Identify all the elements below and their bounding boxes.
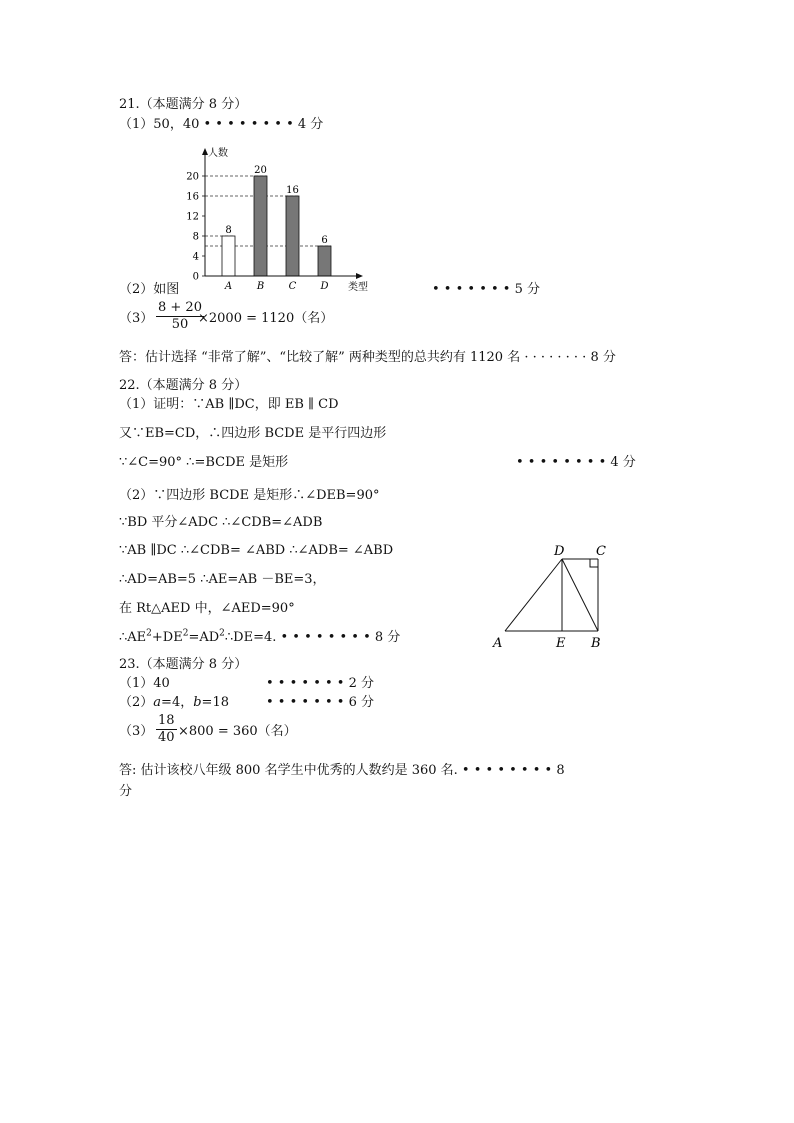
x-axis-title: 类型 xyxy=(348,282,368,291)
q21-part1: （1）50，40 • • • • • • • • 4 分 xyxy=(119,117,324,132)
trapezoid-figure xyxy=(488,540,628,650)
q23-part2 xyxy=(119,695,229,711)
q22-line9-de: +DE xyxy=(151,630,183,645)
q23-fraction xyxy=(156,713,177,746)
q23-answer-tail: 分 xyxy=(119,784,133,799)
q21-part2-label: （2）如图 xyxy=(119,282,180,297)
q22-line4: （2）∵四边形 BCDE 是矩形∴∠DEB=90° xyxy=(119,488,380,503)
q23-part1-score: • • • • • • • 2 分 xyxy=(266,676,375,691)
q23-answer: 答: 估计该校八年级 800 名学生中优秀的人数约是 360 名. • • • • • • • • 8 xyxy=(119,763,565,778)
bar-value-label-B: 20 xyxy=(254,165,267,176)
y-tick-8: 8 xyxy=(192,231,199,243)
q23-part3-rest: ×800 = 360（名） xyxy=(178,724,297,739)
bar-value-label-C: 16 xyxy=(286,185,299,196)
q22-sq-ad: 2 xyxy=(219,628,225,639)
q21-fraction-denominator: 50 xyxy=(171,317,189,332)
q23-fraction-denominator: 40 xyxy=(158,730,175,745)
q23-part2-prefix: （2） xyxy=(119,695,154,710)
q21-part2-score: • • • • • • • 5 分 xyxy=(432,282,541,297)
q21-header: 21.（本题满分 8 分） xyxy=(119,97,248,112)
x-axis-arrow xyxy=(356,273,363,279)
q22-line5: ∵BD 平分∠ADC ∴∠CDB=∠ADB xyxy=(119,515,323,530)
q22-line8: 在 Rt△AED 中，∠AED=90° xyxy=(119,601,295,616)
label-b: B xyxy=(591,636,601,650)
y-tick-20: 20 xyxy=(186,171,199,183)
q23-header: 23.（本题满分 8 分） xyxy=(119,657,248,672)
bar-B xyxy=(254,176,267,276)
q21-fraction xyxy=(156,300,204,333)
q22-line2: 又∵EB=CD，∴四边形 BCDE 是平行四边形 xyxy=(119,426,387,441)
label-a: A xyxy=(493,636,503,650)
q23-part2-score: • • • • • • • 6 分 xyxy=(266,695,375,710)
q23-val-a: =4， xyxy=(161,695,194,710)
segment-db xyxy=(562,559,598,631)
y-tick-16: 16 xyxy=(186,191,199,203)
label-d: D xyxy=(554,544,565,559)
q22-line9 xyxy=(119,630,400,646)
bar-value-label-D: 6 xyxy=(321,235,328,246)
q22-line1: （1）证明：∵AB ∥DC，即 EB ∥ CD xyxy=(119,397,339,412)
y-tick-4: 4 xyxy=(192,251,199,263)
right-angle-mark xyxy=(590,559,598,567)
label-c: C xyxy=(596,544,606,559)
x-tick-A: A xyxy=(224,281,233,291)
q22-line9-ad: =AD xyxy=(188,630,220,645)
q23-val-b: =18 xyxy=(201,695,229,710)
y-tick-0: 0 xyxy=(192,271,199,283)
segment-ad xyxy=(505,559,562,631)
bar-A xyxy=(222,236,235,276)
q22-sq-de: 2 xyxy=(182,628,189,639)
q21-part3-rest: ×2000 = 1120（名） xyxy=(198,311,334,326)
q22-line3-score: • • • • • • • • 4 分 xyxy=(516,455,636,470)
q23-part1: （1）40 xyxy=(119,676,170,691)
q22-line3: ∵∠C=90° ∴=BCDE 是矩形 xyxy=(119,455,289,470)
x-tick-B: B xyxy=(256,281,265,291)
q22-sq-ae: 2 xyxy=(146,628,152,639)
y-tick-12: 12 xyxy=(186,211,199,223)
q23-fraction-numerator: 18 xyxy=(158,713,175,728)
q23-var-a: a xyxy=(153,695,162,710)
q22-line7: ∴AD=AB=5 ∴AE=AB －BE=3， xyxy=(119,572,326,587)
q21-fraction-numerator: 8 + 20 xyxy=(158,300,202,315)
q23-part3-prefix: （3） xyxy=(119,724,154,739)
x-tick-D: D xyxy=(320,281,329,291)
y-axis-title: 人数 xyxy=(208,148,228,159)
label-e: E xyxy=(556,636,566,650)
bar-chart xyxy=(180,146,380,291)
q23-var-b: b xyxy=(193,695,202,710)
bar-value-label-A: 8 xyxy=(225,225,232,236)
bar-D xyxy=(318,246,331,276)
q21-part3-prefix: （3） xyxy=(119,311,154,326)
q22-line6: ∵AB ∥DC ∴∠CDB= ∠ABD ∴∠ADB= ∠ABD xyxy=(119,543,394,558)
bar-C xyxy=(286,196,299,276)
x-tick-C: C xyxy=(288,281,297,291)
q22-header: 22.（本题满分 8 分） xyxy=(119,378,248,393)
q22-line9-result: ∴DE=4. • • • • • • • • 8 分 xyxy=(224,630,401,645)
q21-answer: 答：估计选择 “非常了解”、“比较了解” 两种类型的总共约有 1120 名 · · · · · · · · 8 分 xyxy=(119,350,616,365)
q22-line9-ae: ∴AE xyxy=(119,630,147,645)
